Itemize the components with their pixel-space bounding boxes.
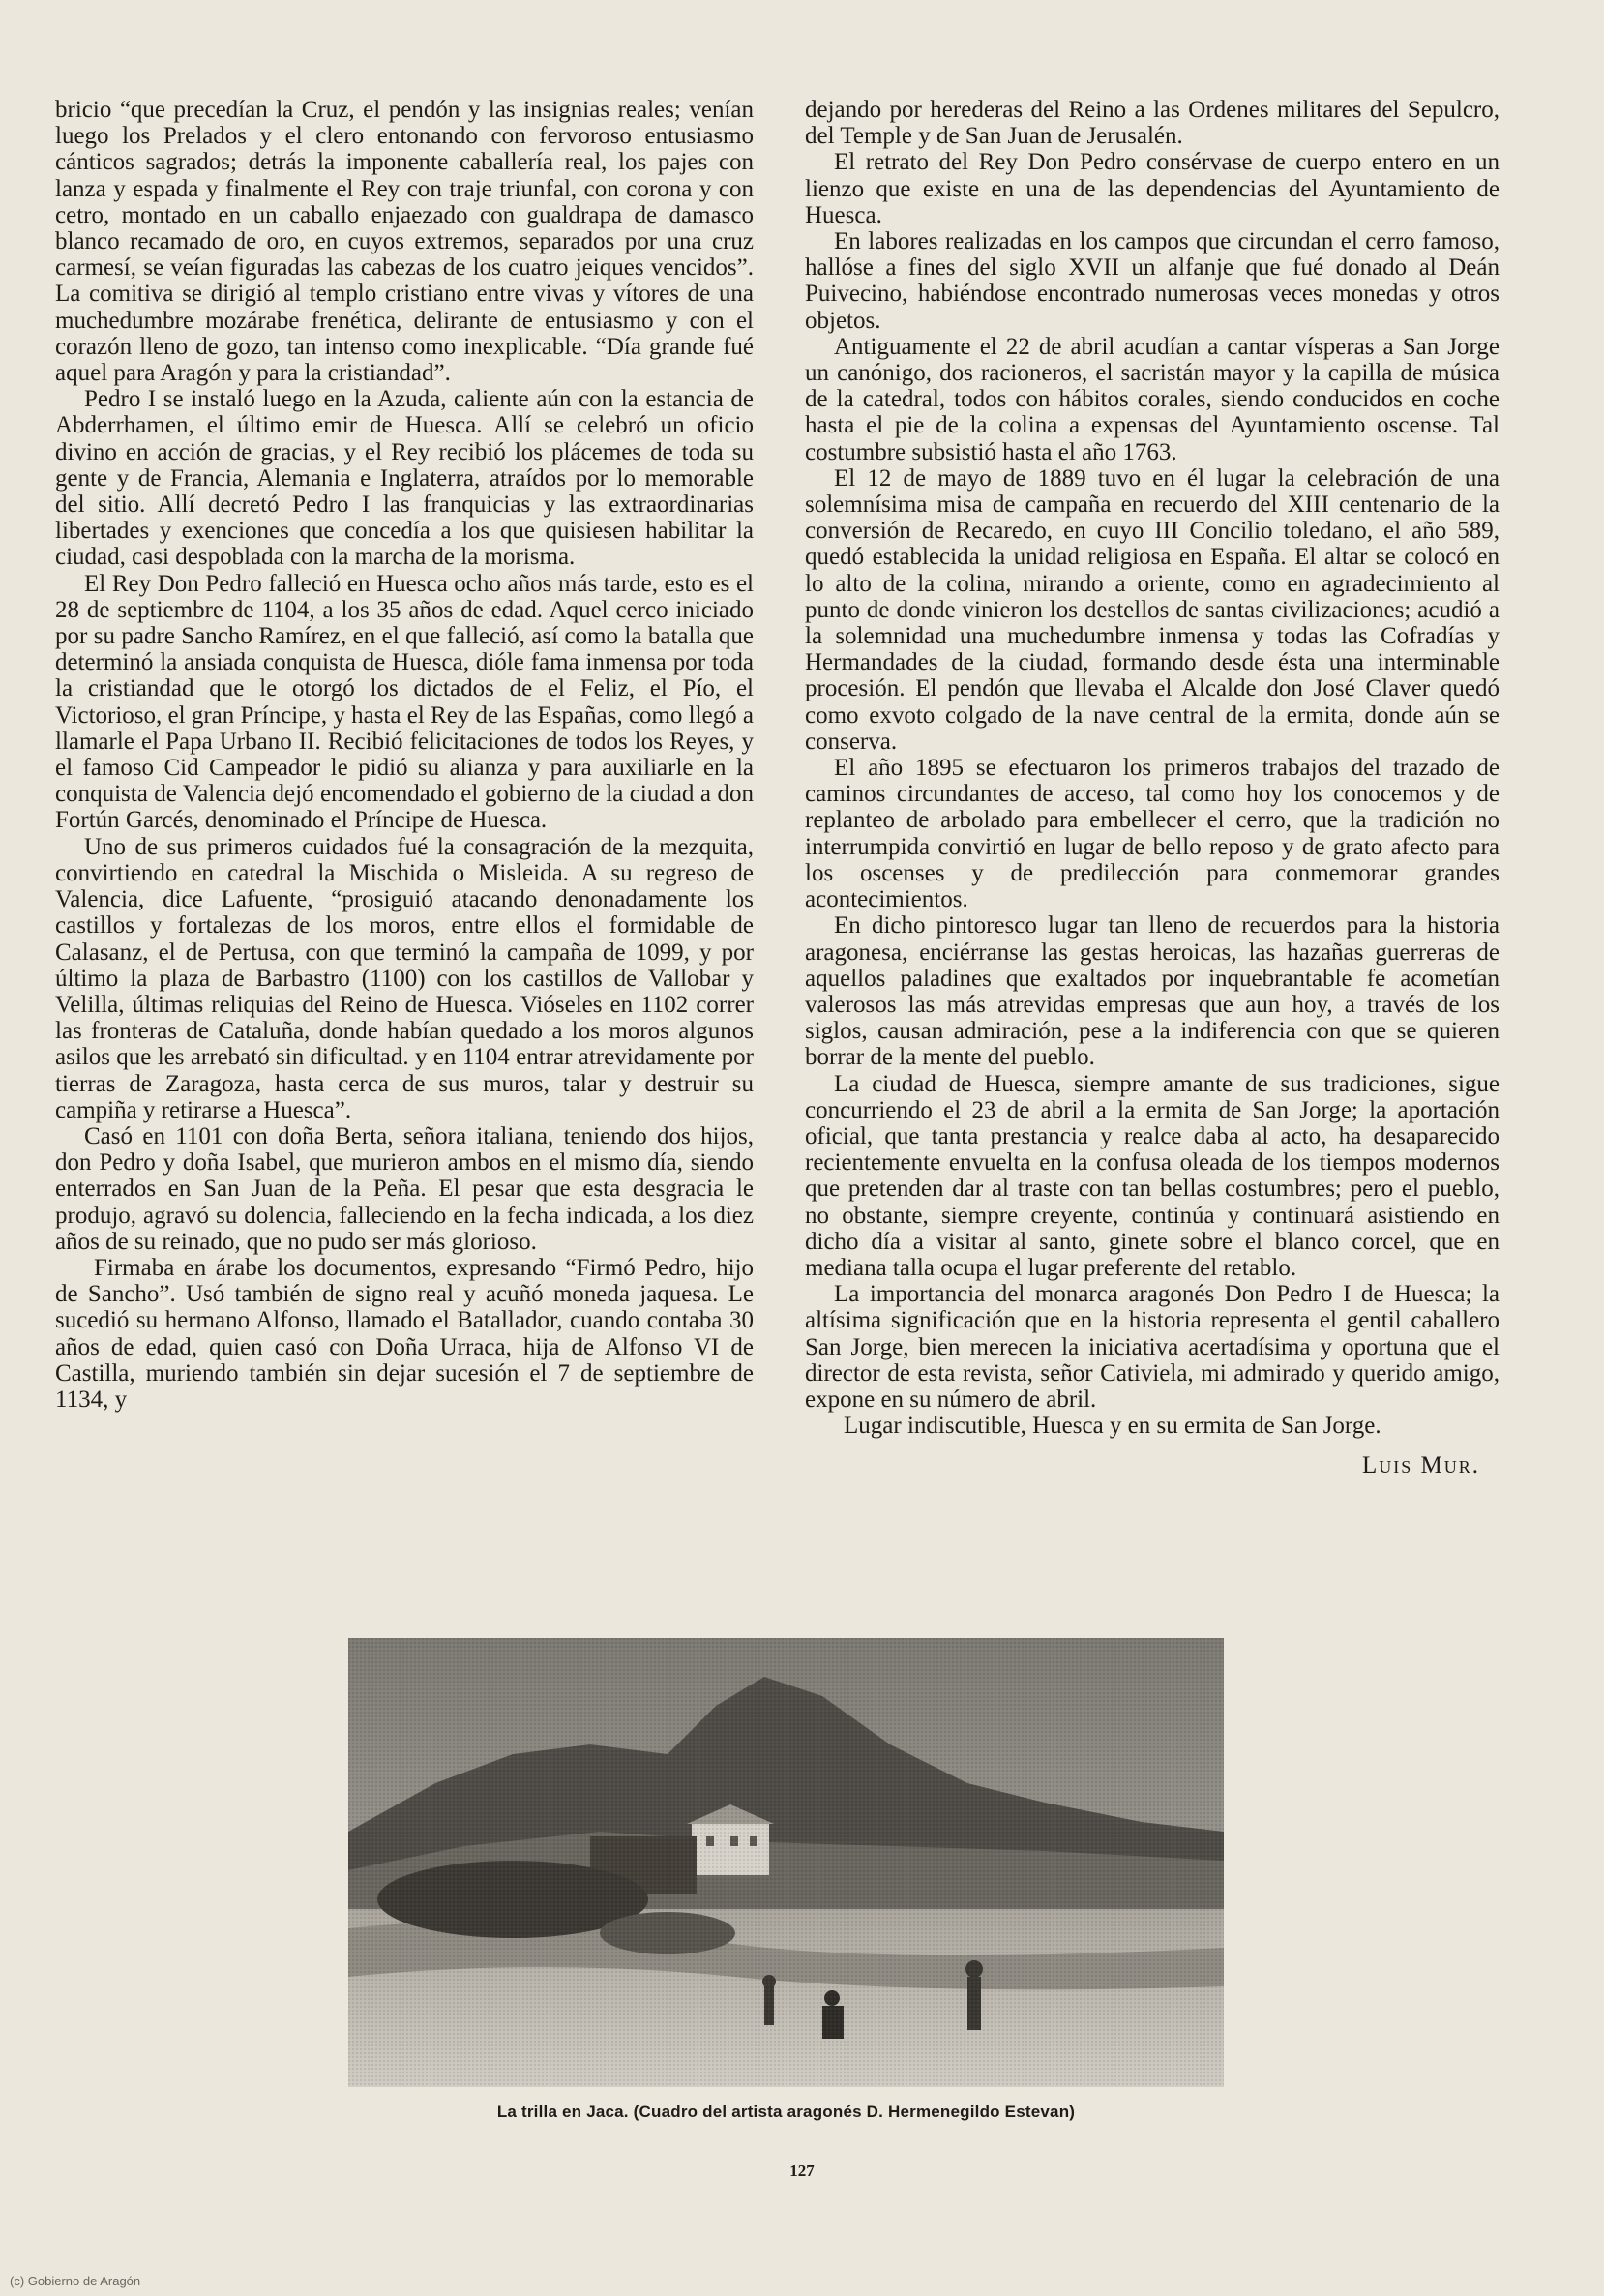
article-right-column xyxy=(805,97,1500,1479)
paragraph: El año 1895 se efectuaron los primeros trabajos del trazado de caminos circundantes de acceso, tal como hoy los conocemos y de replanteo de arbolado para embellecer el cerro, que la tradición no interrumpida convirtió en lugar de bello reposo y de grato afecto para los oscenses y de predilección para conmemorar grandes acontecimientos. xyxy=(805,755,1500,913)
paragraph: La ciudad de Huesca, siempre amante de sus tradiciones, sigue concurriendo el 23 de abril a la ermita de San Jorge; la aportación oficial, que tanta prestancia y realce daba al acto, ha desaparecido recientemente envuelta en la confusa oleada de los tiempos modernos que pretenden dar al traste con tan bellas costumbres; pero el pueblo, no obstante, siempre creyente, continúa y continuará asistiendo en dicho día a visitar al santo, ginete sobre el blanco corcel, que en mediana talla ocupa el lugar preferente del retablo. xyxy=(805,1070,1500,1281)
paragraph: Uno de sus primeros cuidados fué la consagración de la mezquita, convirtiendo en catedral la Mischida o Misleida. A su regreso de Valencia, dice Lafuente, “prosiguió atacando denonadamente los castillos y fortalezas de los moros, entre ellos el formidable de Calasanz, el de Pertusa, con que terminó la campaña de 1099, y por último la plaza de Barbastro (1100) con los castillos de Vallobar y Velilla, últimas reliquias del Reino de Huesca. Vióseles en 1102 correr las fronteras de Cataluña, donde habían quedado a los moros algunos asilos que les arrebató sin dificultad. y en 1104 entrar atrevidamente por tierras de Zaragoza, hasta cerca de sus muros, talar y destruir su campiña y retirarse a Huesca”. xyxy=(55,833,754,1123)
paragraph: En dicho pintoresco lugar tan lleno de recuerdos para la historia aragonesa, enciérranse las gestas heroicas, las hazañas guerreras de aquellos paladines que exaltados por inquebrantable fe acometían valerosos las más atrevidas empresas que aun hoy, a través de los siglos, causan admiración, pese a la indiferencia con que se quieren borrar de la mente del pueblo. xyxy=(805,912,1500,1071)
paragraph: En labores realizadas en los campos que circundan el cerro famoso, hallóse a fines del siglo XVII un alfanje que fué donado al Deán Puivecino, habiéndose encontrado numerosas veces monedas y otros objetos. xyxy=(805,228,1500,334)
paragraph: El Rey Don Pedro falleció en Huesca ocho años más tarde, esto es el 28 de septiembre de 1104, a los 35 años de edad. Aquel cerco iniciado por su padre Sancho Ramírez, en el que falleció, así como la batalla que determinó la ansiada conquista de Huesca, dióle fama inmensa por toda la cristiandad que le otorgó los dictados de el Feliz, el Pío, el Victorioso, el gran Príncipe, y hasta el Rey de las Españas, como llegó a llamarle el Papa Urbano II. Recibió felicitaciones de todos los Reyes, y el famoso Cid Campeador le pidió su alianza y para auxiliarle en la conquista de Valencia dejó encomendado el gobierno de la ciudad a don Fortún Garcés, denominado el Príncipe de Huesca. xyxy=(55,570,754,834)
closing-line: Lugar indiscutible, Huesca y en su ermita de San Jorge. xyxy=(844,1413,1381,1440)
painting-image xyxy=(348,1638,1224,2087)
paragraph: El 12 de mayo de 1889 tuvo en él lugar la celebración de una solemnísima misa de campaña en recuerdo del XIII centenario de la conversión de Recaredo, en cuyo III Concilio toledano, el año 589, quedó establecida la unidad religiosa en España. El altar se colocó en lo alto de la colina, mirando a oriente, como en agradecimiento al punto de donde vinieron los destellos de santas civilizaciones; acudió a la solemnidad una muchedumbre inmensa y todas las Cofradías y Hermandades de la ciudad, formando desde ésta una interminable procesión. El pendón que llevaba el Alcalde don José Claver quedó como exvoto colgado de la nave central de la ermita, donde aún se conserva. xyxy=(805,464,1500,755)
copyright-credit: (c) Gobierno de Aragón xyxy=(10,2274,141,2288)
paragraph: Casó en 1101 con doña Berta, señora italiana, teniendo dos hijos, don Pedro y doña Isabel, que murieron ambos en el mismo día, siendo enterrados en San Juan de la Peña. El pesar que esta desgracia le produjo, agravó su dolencia, falleciendo en la fecha indicada, a los diez años de su reinado, que no pudo ser más glorioso. xyxy=(55,1122,754,1255)
article-left-column xyxy=(55,97,754,1413)
paragraph: dejando por herederas del Reino a las Ordenes militares del Sepulcro, del Temple y de San Juan de Jerusalén. xyxy=(805,97,1500,150)
paragraph: Antiguamente el 22 de abril acudían a cantar vísperas a San Jorge un canónigo, dos racioneros, el sacristán mayor y la capilla de música de la catedral, todos con hábitos corales, siendo conducidos en coche hasta el pie de la colina a expensas del Ayuntamiento oscense. Tal costumbre subsistió hasta el año 1763. xyxy=(805,333,1500,465)
paragraph: bricio “que precedían la Cruz, el pendón y las insignias reales; venían luego los Prelados y el clero entonando con fervoroso entusiasmo cánticos sagrados; detrás la imponente caballería real, los pajes con lanza y espada y finalmente el Rey con traje triunfal, con corona y con cetro, montado en un caballo enjaezado con gualdrapa de damasco blanco recamado de oro, en cuyos extremos, separados por una cruz carmesí, se veían figuradas las cabezas de los cuatro jeiques vencidos”. La comitiva se dirigió al templo cristiano entre vivas y vítores de una muchedumbre mozárabe frenética, delirante de entusiasmo y con el corazón lleno de gozo, tan intenso como inexplicable. “Día grande fué aquel para Aragón y para la cristiandad”. xyxy=(55,97,754,387)
author-signature: Luis Mur. xyxy=(1361,1452,1480,1479)
figure-caption: La trilla en Jaca. (Cuadro del artista aragonés D. Hermenegildo Estevan) xyxy=(496,2102,1076,2121)
paragraph: Firmaba en árabe los documentos, expresando “Firmó Pedro, hijo de Sancho”. Usó también de signo real y acuñó moneda jaquesa. Le sucedió su hermano Alfonso, llamado el Batallador, cuando contaba 30 años de edad, quien casó con Doña Urraca, hija de Alfonso VI de Castilla, muriendo también sin dejar sucesión el 7 de septiembre de 1134, y xyxy=(55,1254,754,1413)
paragraph: El retrato del Rey Don Pedro consérvase de cuerpo entero en un lienzo que existe en una de las dependencias del Ayuntamiento de Huesca. xyxy=(805,149,1500,228)
page-number: 127 xyxy=(789,2162,815,2180)
paragraph: Pedro I se instaló luego en la Azuda, caliente aún con la estancia de Abderrhamen, el último emir de Huesca. Allí se celebró un oficio divino en acción de gracias, y el Rey recibió los plácemes de toda su gente y de Francia, Alemania e Inglaterra, atraídos por lo memorable del sitio. Allí decretó Pedro I las franquicias y las extraordinarias libertades y exenciones que concedía a los que quisiesen habilitar la ciudad, casi despoblada con la marcha de la morisma. xyxy=(55,386,754,571)
painting-illustration xyxy=(348,1638,1224,2087)
paragraph: La importancia del monarca aragonés Don Pedro I de Huesca; la altísima significación que en la historia representa el gentil caballero San Jorge, bien merecen la iniciativa acertadísima y oportuna que el director de esta revista, señor Cativiela, mi admirado y querido amigo, expone en su número de abril. xyxy=(805,1281,1500,1413)
